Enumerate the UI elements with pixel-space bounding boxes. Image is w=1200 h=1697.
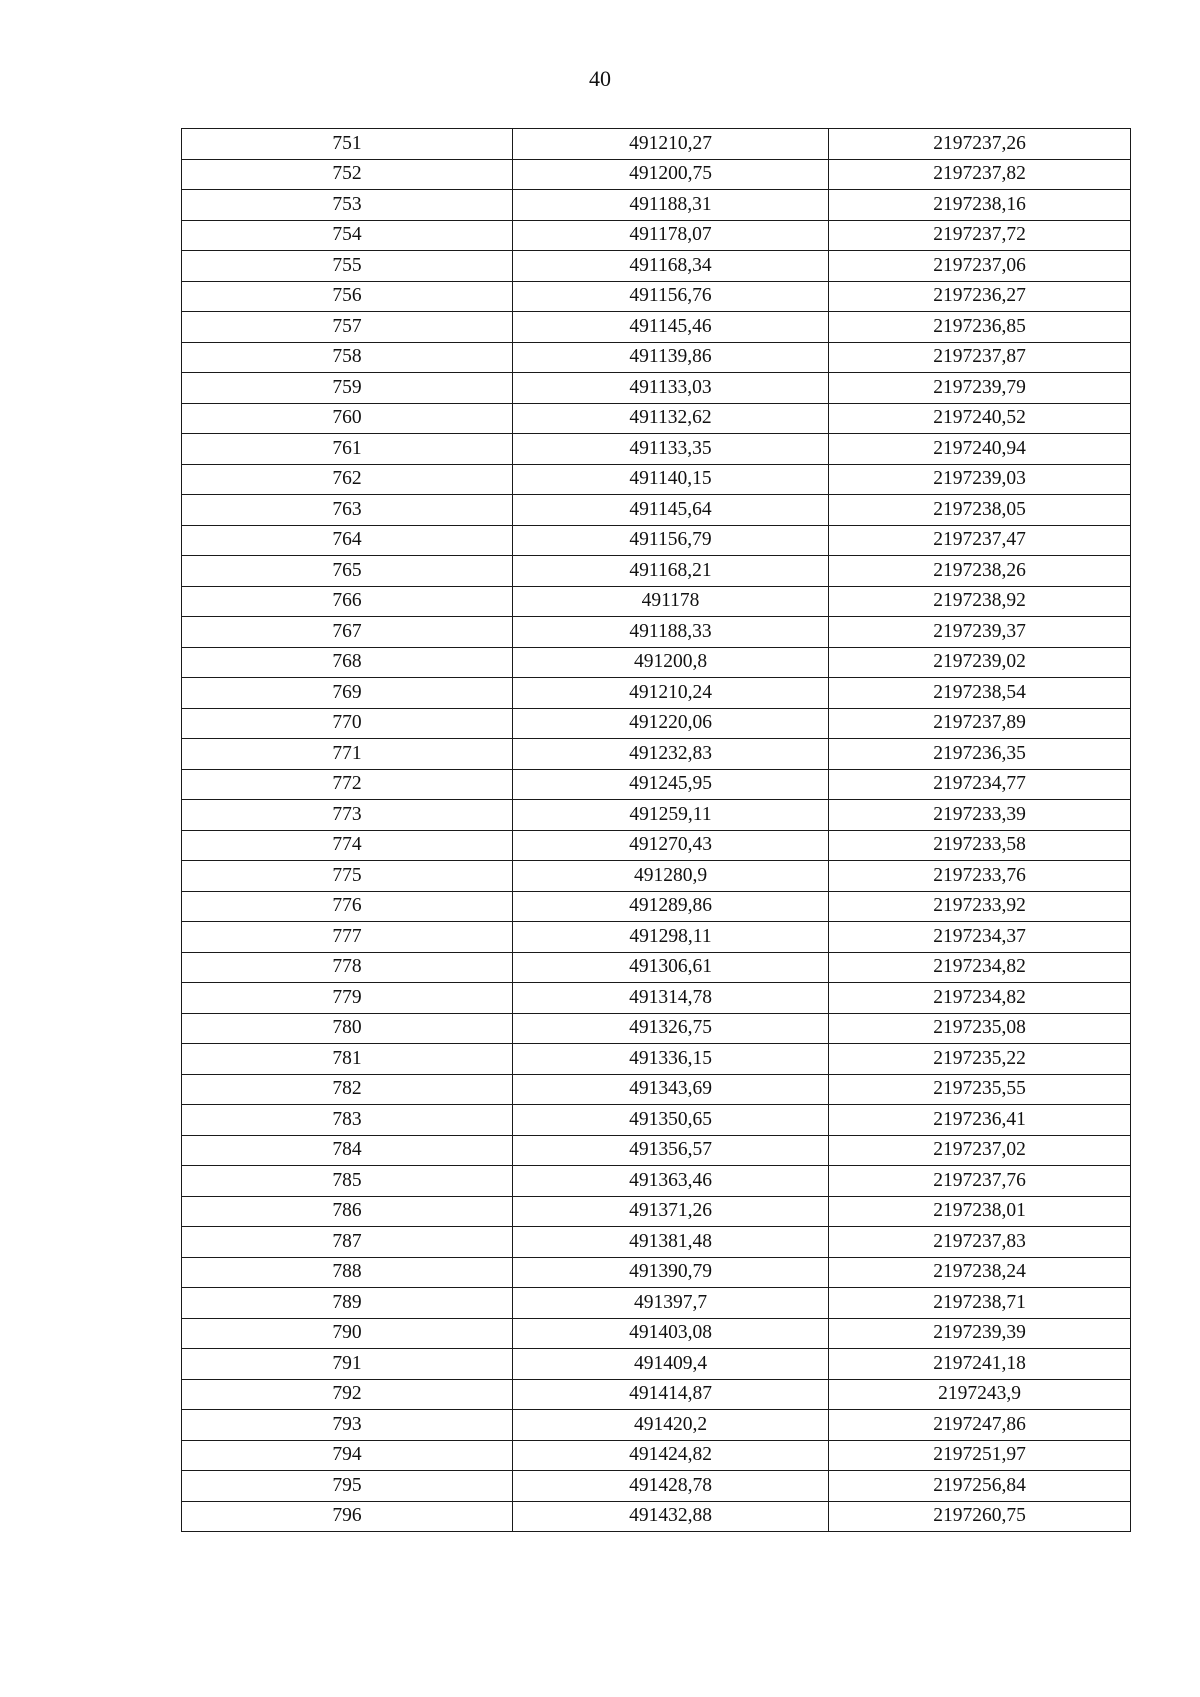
- point-number-cell: 775: [182, 861, 513, 892]
- table-row: [182, 1227, 1131, 1258]
- table-row: [182, 1349, 1131, 1380]
- x-coordinate-cell: 491350,65: [513, 1105, 829, 1136]
- table-row: [182, 922, 1131, 953]
- table-row: [182, 983, 1131, 1014]
- y-coordinate-cell: 2197239,02: [829, 647, 1131, 678]
- x-coordinate-cell: 491188,31: [513, 190, 829, 221]
- x-coordinate-cell: 491156,76: [513, 281, 829, 312]
- x-coordinate-cell: 491156,79: [513, 525, 829, 556]
- table-row: [182, 647, 1131, 678]
- table-row: [182, 190, 1131, 221]
- x-coordinate-cell: 491403,08: [513, 1318, 829, 1349]
- table-row: [182, 1379, 1131, 1410]
- point-number-cell: 778: [182, 952, 513, 983]
- x-coordinate-cell: 491432,88: [513, 1501, 829, 1532]
- point-number-cell: 758: [182, 342, 513, 373]
- table-row: [182, 861, 1131, 892]
- y-coordinate-cell: 2197234,77: [829, 769, 1131, 800]
- table-row: [182, 1166, 1131, 1197]
- table-row: [182, 403, 1131, 434]
- point-number-cell: 771: [182, 739, 513, 770]
- x-coordinate-cell: 491326,75: [513, 1013, 829, 1044]
- x-coordinate-cell: 491168,21: [513, 556, 829, 587]
- y-coordinate-cell: 2197256,84: [829, 1471, 1131, 1502]
- point-number-cell: 788: [182, 1257, 513, 1288]
- y-coordinate-cell: 2197237,82: [829, 159, 1131, 190]
- x-coordinate-cell: 491381,48: [513, 1227, 829, 1258]
- coordinates-table: [181, 128, 1131, 1532]
- table-row: [182, 556, 1131, 587]
- x-coordinate-cell: 491132,62: [513, 403, 829, 434]
- x-coordinate-cell: 491200,8: [513, 647, 829, 678]
- y-coordinate-cell: 2197237,06: [829, 251, 1131, 282]
- table-row: [182, 1135, 1131, 1166]
- point-number-cell: 763: [182, 495, 513, 526]
- y-coordinate-cell: 2197247,86: [829, 1410, 1131, 1441]
- point-number-cell: 755: [182, 251, 513, 282]
- point-number-cell: 774: [182, 830, 513, 861]
- x-coordinate-cell: 491133,35: [513, 434, 829, 465]
- point-number-cell: 779: [182, 983, 513, 1014]
- point-number-cell: 759: [182, 373, 513, 404]
- y-coordinate-cell: 2197235,22: [829, 1044, 1131, 1075]
- y-coordinate-cell: 2197233,39: [829, 800, 1131, 831]
- x-coordinate-cell: 491289,86: [513, 891, 829, 922]
- y-coordinate-cell: 2197251,97: [829, 1440, 1131, 1471]
- point-number-cell: 787: [182, 1227, 513, 1258]
- y-coordinate-cell: 2197238,26: [829, 556, 1131, 587]
- point-number-cell: 772: [182, 769, 513, 800]
- table-row: [182, 708, 1131, 739]
- table-row: [182, 220, 1131, 251]
- x-coordinate-cell: 491363,46: [513, 1166, 829, 1197]
- table-row: [182, 1013, 1131, 1044]
- x-coordinate-cell: 491343,69: [513, 1074, 829, 1105]
- point-number-cell: 764: [182, 525, 513, 556]
- point-number-cell: 762: [182, 464, 513, 495]
- point-number-cell: 786: [182, 1196, 513, 1227]
- y-coordinate-cell: 2197237,26: [829, 129, 1131, 160]
- y-coordinate-cell: 2197240,94: [829, 434, 1131, 465]
- y-coordinate-cell: 2197240,52: [829, 403, 1131, 434]
- point-number-cell: 792: [182, 1379, 513, 1410]
- table-row: [182, 495, 1131, 526]
- point-number-cell: 754: [182, 220, 513, 251]
- y-coordinate-cell: 2197235,55: [829, 1074, 1131, 1105]
- table-row: [182, 1074, 1131, 1105]
- table-row: [182, 891, 1131, 922]
- y-coordinate-cell: 2197238,71: [829, 1288, 1131, 1319]
- coordinates-table-body: [182, 129, 1131, 1532]
- point-number-cell: 790: [182, 1318, 513, 1349]
- point-number-cell: 753: [182, 190, 513, 221]
- table-row: [182, 1105, 1131, 1136]
- y-coordinate-cell: 2197260,75: [829, 1501, 1131, 1532]
- table-row: [182, 800, 1131, 831]
- table-row: [182, 251, 1131, 282]
- x-coordinate-cell: 491371,26: [513, 1196, 829, 1227]
- point-number-cell: 784: [182, 1135, 513, 1166]
- table-row: [182, 159, 1131, 190]
- point-number-cell: 773: [182, 800, 513, 831]
- table-row: [182, 1288, 1131, 1319]
- x-coordinate-cell: 491270,43: [513, 830, 829, 861]
- point-number-cell: 781: [182, 1044, 513, 1075]
- x-coordinate-cell: 491428,78: [513, 1471, 829, 1502]
- x-coordinate-cell: 491390,79: [513, 1257, 829, 1288]
- point-number-cell: 785: [182, 1166, 513, 1197]
- point-number-cell: 766: [182, 586, 513, 617]
- y-coordinate-cell: 2197233,92: [829, 891, 1131, 922]
- y-coordinate-cell: 2197239,39: [829, 1318, 1131, 1349]
- y-coordinate-cell: 2197237,76: [829, 1166, 1131, 1197]
- x-coordinate-cell: 491314,78: [513, 983, 829, 1014]
- x-coordinate-cell: 491232,83: [513, 739, 829, 770]
- table-row: [182, 739, 1131, 770]
- y-coordinate-cell: 2197236,27: [829, 281, 1131, 312]
- page-number: 40: [589, 66, 611, 91]
- table-row: [182, 464, 1131, 495]
- table-row: [182, 129, 1131, 160]
- table-row: [182, 678, 1131, 709]
- point-number-cell: 793: [182, 1410, 513, 1441]
- x-coordinate-cell: 491133,03: [513, 373, 829, 404]
- point-number-cell: 780: [182, 1013, 513, 1044]
- y-coordinate-cell: 2197238,92: [829, 586, 1131, 617]
- x-coordinate-cell: 491259,11: [513, 800, 829, 831]
- x-coordinate-cell: 491200,75: [513, 159, 829, 190]
- point-number-cell: 796: [182, 1501, 513, 1532]
- y-coordinate-cell: 2197238,54: [829, 678, 1131, 709]
- x-coordinate-cell: 491145,64: [513, 495, 829, 526]
- y-coordinate-cell: 2197237,02: [829, 1135, 1131, 1166]
- table-row: [182, 830, 1131, 861]
- point-number-cell: 765: [182, 556, 513, 587]
- table-row: [182, 1044, 1131, 1075]
- x-coordinate-cell: 491414,87: [513, 1379, 829, 1410]
- x-coordinate-cell: 491424,82: [513, 1440, 829, 1471]
- y-coordinate-cell: 2197239,37: [829, 617, 1131, 648]
- point-number-cell: 768: [182, 647, 513, 678]
- point-number-cell: 782: [182, 1074, 513, 1105]
- y-coordinate-cell: 2197235,08: [829, 1013, 1131, 1044]
- point-number-cell: 791: [182, 1349, 513, 1380]
- x-coordinate-cell: 491145,46: [513, 312, 829, 343]
- y-coordinate-cell: 2197237,87: [829, 342, 1131, 373]
- point-number-cell: 751: [182, 129, 513, 160]
- y-coordinate-cell: 2197234,82: [829, 952, 1131, 983]
- table-row: [182, 1318, 1131, 1349]
- table-row: [182, 312, 1131, 343]
- x-coordinate-cell: 491210,24: [513, 678, 829, 709]
- table-row: [182, 617, 1131, 648]
- table-row: [182, 373, 1131, 404]
- table-row: [182, 1440, 1131, 1471]
- point-number-cell: 769: [182, 678, 513, 709]
- y-coordinate-cell: 2197237,47: [829, 525, 1131, 556]
- y-coordinate-cell: 2197234,82: [829, 983, 1131, 1014]
- x-coordinate-cell: 491178: [513, 586, 829, 617]
- table-row: [182, 1257, 1131, 1288]
- y-coordinate-cell: 2197237,83: [829, 1227, 1131, 1258]
- y-coordinate-cell: 2197239,79: [829, 373, 1131, 404]
- table-row: [182, 434, 1131, 465]
- point-number-cell: 761: [182, 434, 513, 465]
- y-coordinate-cell: 2197236,41: [829, 1105, 1131, 1136]
- y-coordinate-cell: 2197236,35: [829, 739, 1131, 770]
- point-number-cell: 756: [182, 281, 513, 312]
- x-coordinate-cell: 491188,33: [513, 617, 829, 648]
- table-row: [182, 952, 1131, 983]
- table-row: [182, 525, 1131, 556]
- table-row: [182, 1471, 1131, 1502]
- point-number-cell: 795: [182, 1471, 513, 1502]
- x-coordinate-cell: 491409,4: [513, 1349, 829, 1380]
- point-number-cell: 770: [182, 708, 513, 739]
- y-coordinate-cell: 2197233,76: [829, 861, 1131, 892]
- x-coordinate-cell: 491298,11: [513, 922, 829, 953]
- point-number-cell: 752: [182, 159, 513, 190]
- y-coordinate-cell: 2197238,24: [829, 1257, 1131, 1288]
- y-coordinate-cell: 2197238,16: [829, 190, 1131, 221]
- point-number-cell: 760: [182, 403, 513, 434]
- point-number-cell: 777: [182, 922, 513, 953]
- x-coordinate-cell: 491356,57: [513, 1135, 829, 1166]
- table-row: [182, 342, 1131, 373]
- point-number-cell: 767: [182, 617, 513, 648]
- table-row: [182, 1196, 1131, 1227]
- point-number-cell: 757: [182, 312, 513, 343]
- y-coordinate-cell: 2197236,85: [829, 312, 1131, 343]
- point-number-cell: 789: [182, 1288, 513, 1319]
- table-row: [182, 1501, 1131, 1532]
- table-row: [182, 586, 1131, 617]
- y-coordinate-cell: 2197243,9: [829, 1379, 1131, 1410]
- table-row: [182, 1410, 1131, 1441]
- x-coordinate-cell: 491140,15: [513, 464, 829, 495]
- x-coordinate-cell: 491336,15: [513, 1044, 829, 1075]
- x-coordinate-cell: 491178,07: [513, 220, 829, 251]
- y-coordinate-cell: 2197238,01: [829, 1196, 1131, 1227]
- x-coordinate-cell: 491306,61: [513, 952, 829, 983]
- x-coordinate-cell: 491168,34: [513, 251, 829, 282]
- point-number-cell: 794: [182, 1440, 513, 1471]
- x-coordinate-cell: 491280,9: [513, 861, 829, 892]
- y-coordinate-cell: 2197233,58: [829, 830, 1131, 861]
- y-coordinate-cell: 2197237,89: [829, 708, 1131, 739]
- point-number-cell: 776: [182, 891, 513, 922]
- x-coordinate-cell: 491245,95: [513, 769, 829, 800]
- x-coordinate-cell: 491220,06: [513, 708, 829, 739]
- x-coordinate-cell: 491139,86: [513, 342, 829, 373]
- point-number-cell: 783: [182, 1105, 513, 1136]
- y-coordinate-cell: 2197239,03: [829, 464, 1131, 495]
- table-row: [182, 769, 1131, 800]
- y-coordinate-cell: 2197241,18: [829, 1349, 1131, 1380]
- y-coordinate-cell: 2197237,72: [829, 220, 1131, 251]
- x-coordinate-cell: 491210,27: [513, 129, 829, 160]
- y-coordinate-cell: 2197234,37: [829, 922, 1131, 953]
- x-coordinate-cell: 491397,7: [513, 1288, 829, 1319]
- y-coordinate-cell: 2197238,05: [829, 495, 1131, 526]
- table-row: [182, 281, 1131, 312]
- x-coordinate-cell: 491420,2: [513, 1410, 829, 1441]
